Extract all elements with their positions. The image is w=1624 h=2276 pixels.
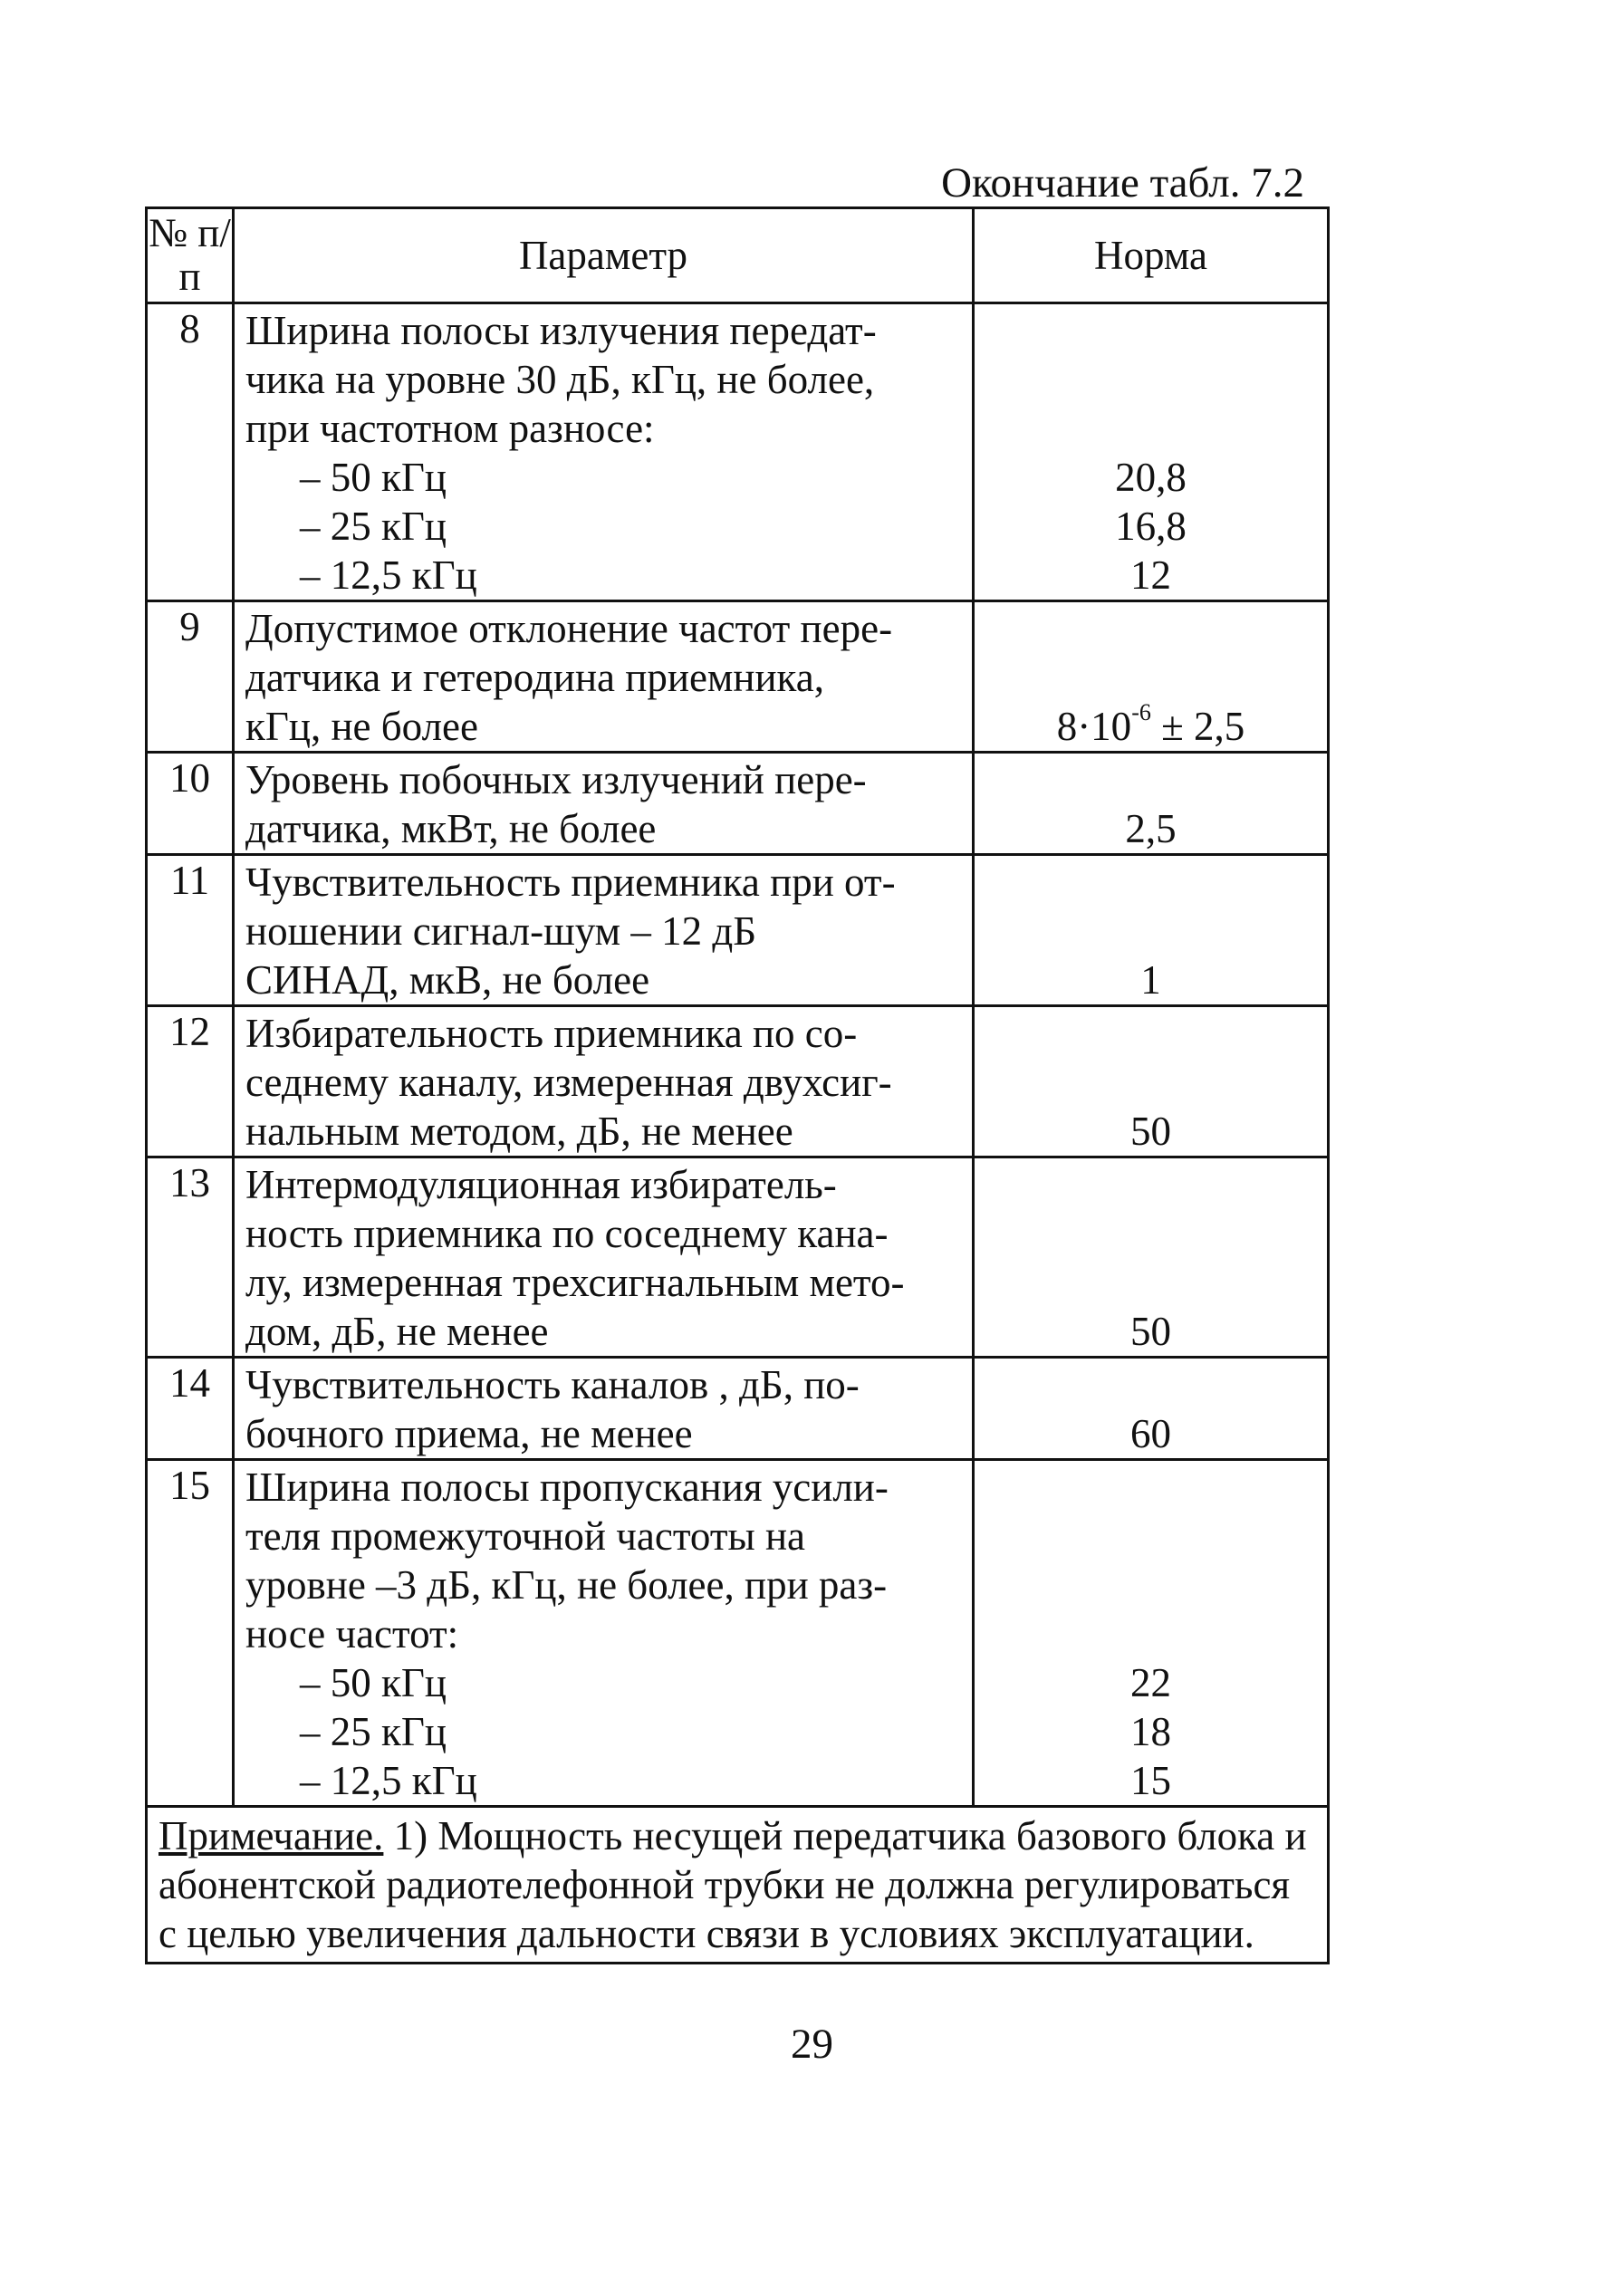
note-row [147,1807,1329,1964]
parameter-line: Чувствительность каналов , дБ, по- [245,1362,860,1407]
row-norm [974,855,1329,1006]
row-number: 11 [147,855,234,1006]
parameter-subitem: – 12,5 кГц [300,1758,477,1803]
row-parameter [234,601,974,753]
norm-value: 50 [1130,1309,1171,1354]
table-row [147,1460,1329,1807]
parameter-subitem: – 12,5 кГц [300,552,477,598]
table-caption: Окончание табл. 7.2 [941,159,1304,206]
row-norm [974,1157,1329,1358]
norm-value: 1 [1140,957,1161,1003]
row-number: 13 [147,1157,234,1358]
row-parameter [234,855,974,1006]
parameters-table [145,206,1330,1964]
parameter-subitem: – 50 кГц [300,455,447,500]
parameter-line: ношении сигнал-шум – 12 дБ [245,908,757,954]
norm-value: 60 [1130,1411,1171,1456]
norm-value: 20,8 [1115,455,1187,500]
parameter-line: бочного приема, не менее [245,1411,693,1456]
norm-exponent: -6 [1131,699,1151,725]
parameter-line: Чувствительность приемника при от- [245,860,896,905]
parameter-line: Ширина полосы пропускания усили- [245,1465,889,1510]
parameter-line: кГц, не более [245,704,478,749]
parameter-line: нальным методом, дБ, не менее [245,1109,793,1154]
parameter-line: седнему каналу, измеренная двухсиг- [245,1060,892,1105]
norm-value: 15 [1130,1758,1171,1803]
row-parameter [234,1460,974,1807]
parameter-line: дом, дБ, не менее [245,1309,549,1354]
row-parameter [234,303,974,601]
norm-value: 16,8 [1115,504,1187,549]
note-label: Примечание. [159,1813,384,1858]
parameter-line: датчика, мкВт, не более [245,806,657,851]
parameter-line: носе частот: [245,1611,459,1657]
row-number: 9 [147,601,234,753]
row-norm [974,1006,1329,1157]
row-number: 15 [147,1460,234,1807]
parameter-line: при частотном разносе: [245,406,655,451]
norm-value: 18 [1130,1709,1171,1754]
row-norm [974,1460,1329,1807]
row-norm [974,1358,1329,1460]
table-header-row [147,208,1329,303]
row-parameter [234,1358,974,1460]
parameter-line: Допустимое отклонение частот пере- [245,606,893,651]
parameter-line: чика на уровне 30 дБ, кГц, не более, [245,357,875,402]
header-parameter: Параметр [234,208,974,303]
row-norm [974,303,1329,601]
parameter-line: уровне –3 дБ, кГц, не более, при раз- [245,1562,888,1608]
norm-value: 2,5 [1125,806,1177,851]
table-row [147,1157,1329,1358]
table-row [147,855,1329,1006]
parameter-line: Интермодуляционная избиратель- [245,1162,837,1207]
table-note [147,1807,1329,1964]
row-number: 10 [147,753,234,855]
parameter-line: СИНАД, мкВ, не более [245,957,650,1003]
norm-tolerance: ± 2,5 [1150,704,1245,749]
parameter-line: теля промежуточной частоты на [245,1513,806,1559]
parameter-subitem: – 50 кГц [300,1660,447,1705]
parameter-line: Уровень побочных излучений пере- [245,757,867,802]
parameter-line: Избирательность приемника по со- [245,1011,858,1056]
row-norm [974,753,1329,855]
table-row [147,303,1329,601]
row-number: 14 [147,1358,234,1460]
row-number: 12 [147,1006,234,1157]
table-row [147,601,1329,753]
parameter-subitem: – 25 кГц [300,1709,447,1754]
norm-value: 22 [1130,1660,1171,1705]
norm-value [975,699,1327,751]
norm-value: 50 [1130,1109,1171,1154]
parameter-line: лу, измеренная трехсигнальным мето- [245,1260,905,1305]
note-text: 1) Мощность несущей передатчика базового блока и абонентской радиотелефонной трубки не должна регулироваться с целью увеличения дальности связи в условиях эксплуатации. [159,1813,1307,1956]
header-norm: Норма [974,208,1329,303]
parameter-line: Ширина полосы излучения передат- [245,308,877,353]
table-row [147,1006,1329,1157]
norm-base: 8·10 [1056,704,1132,749]
table-row [147,753,1329,855]
row-parameter [234,753,974,855]
row-parameter [234,1006,974,1157]
row-norm [974,601,1329,753]
parameter-line: ность приемника по соседнему кана- [245,1211,889,1256]
header-number: № п/п [147,208,234,303]
row-parameter [234,1157,974,1358]
parameter-line: датчика и гетеродина приемника, [245,655,824,700]
row-number: 8 [147,303,234,601]
table-row [147,1358,1329,1460]
norm-value: 12 [1130,552,1171,598]
parameter-subitem: – 25 кГц [300,504,447,549]
page-number: 29 [791,2021,833,2068]
